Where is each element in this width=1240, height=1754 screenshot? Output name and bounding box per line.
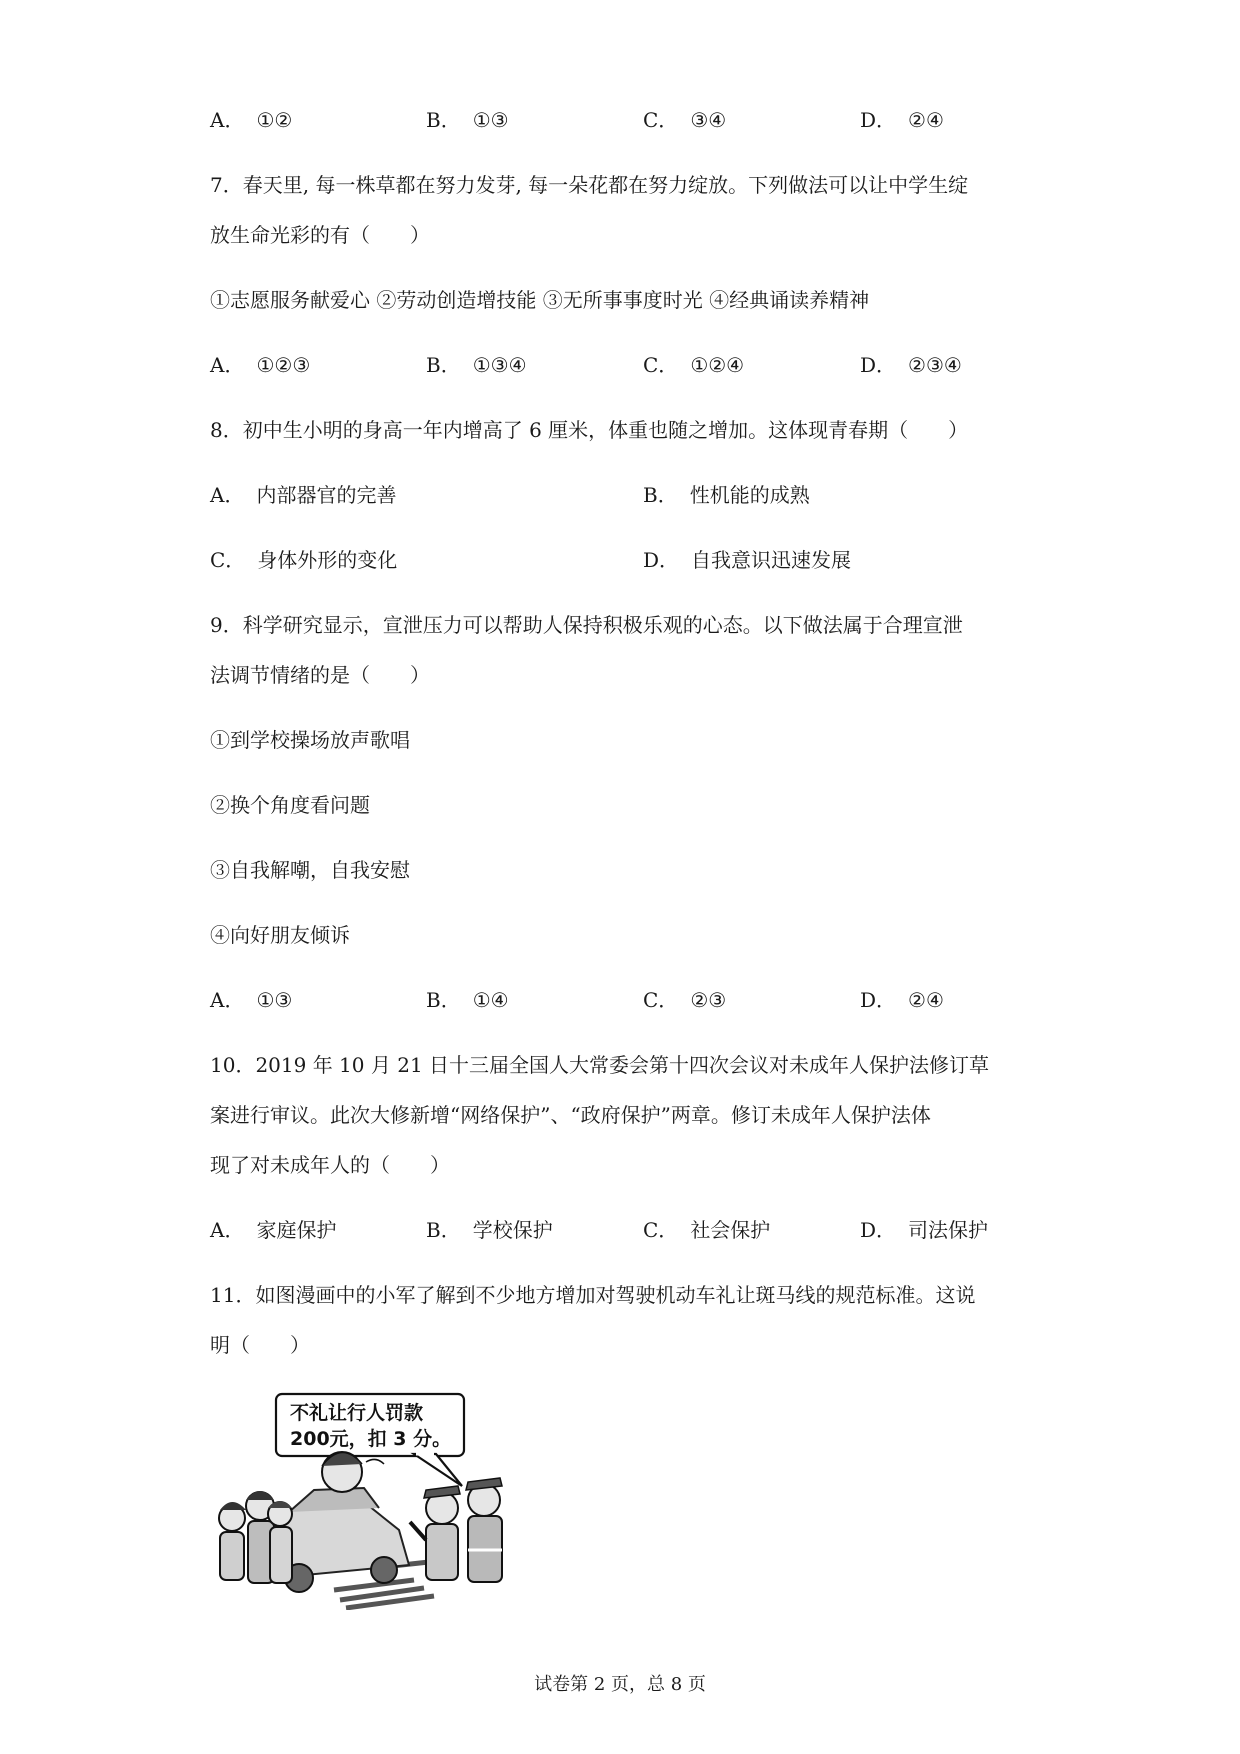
q10-option-a[interactable] [210,1220,336,1240]
option-label: C． [643,108,679,132]
bubble-line-2: 200元，扣 3 分。 [290,1428,452,1450]
option-text: ②④ [908,108,944,132]
option-label: D． [860,1218,897,1242]
q9-option-a[interactable] [210,990,292,1010]
option-text: ①②③ [256,353,311,377]
option-label: A． [210,353,245,377]
option-text: ②③ [690,988,727,1012]
option-label: A． [210,108,245,132]
option-text: 学校保护 [472,1218,553,1242]
q7-option-b[interactable] [426,355,527,375]
q6-option-c[interactable] [643,110,726,130]
option-text: 家庭保护 [256,1218,337,1242]
q9-statement-1: ①到学校操场放声歌唱 [210,728,410,752]
q8-option-a[interactable] [210,485,396,505]
q9-option-b[interactable] [426,990,509,1010]
q9-statement-4: ④向好朋友倾诉 [210,923,350,947]
speech-bubble [276,1394,464,1486]
option-text: 内部器官的完善 [256,483,397,507]
option-label: B． [426,988,461,1012]
option-text: ①②④ [690,353,745,377]
option-label: A． [210,988,245,1012]
pedestrians [219,1491,292,1583]
q10-option-d[interactable] [860,1220,988,1240]
driver-figure [322,1452,384,1492]
q10-option-b[interactable] [426,1220,553,1240]
option-text: ②④ [908,988,944,1012]
q6-option-a[interactable] [210,110,292,130]
q9-stem-line1: 9．科学研究显示，宣泄压力可以帮助人保持积极乐观的心态。以下做法属于合理宣泄 [210,613,963,637]
q11-stem-line1: 11．如图漫画中的小军了解到不少地方增加对驾驶机动车礼让斑马线的规范标准。这说 [210,1283,976,1307]
q7-stem-line1: 7．春天里, 每一株草都在努力发芽, 每一朵花都在努力绽放。下列做法可以让中学生绽 [210,173,969,197]
option-text: 司法保护 [908,1218,989,1242]
q8-option-b[interactable] [643,485,810,505]
option-text: ①③④ [472,353,527,377]
q6-option-d[interactable] [860,110,944,130]
option-label: D． [860,353,897,377]
option-label: B． [643,483,678,507]
q6-option-b[interactable] [426,110,509,130]
q8-option-d[interactable] [643,550,851,570]
option-label: A． [210,483,245,507]
option-text: ①② [256,108,293,132]
q9-stem-line2: 法调节情绪的是（ ） [210,663,430,687]
option-text: 社会保护 [690,1218,771,1242]
q8-option-c[interactable] [210,550,397,570]
option-label: C． [643,1218,679,1242]
q10-stem-line3: 现了对未成年人的（ ） [210,1153,450,1177]
q9-statement-3: ③自我解嘲，自我安慰 [210,858,410,882]
option-text: ②③④ [908,353,962,377]
q8-stem: 8．初中生小明的身高一年内增高了 6 厘米，体重也随之增加。这体现青春期（ ） [210,418,969,442]
option-label: B． [426,108,461,132]
option-label: C． [210,548,246,572]
option-label: A． [210,1218,245,1242]
option-text: 自我意识迅速发展 [691,548,852,572]
q7-stem-line2: 放生命光彩的有（ ） [210,223,430,247]
option-label: C． [643,353,679,377]
q9-statement-2: ②换个角度看问题 [210,793,370,817]
option-label: B． [426,1218,461,1242]
option-text: ①③ [472,108,509,132]
q11-stem-line2: 明（ ） [210,1333,310,1357]
page-footer: 试卷第 2 页，总 8 页 [534,1674,706,1695]
q7-statements: ①志愿服务献爱心 ②劳动创造增技能 ③无所事事度时光 ④经典诵读养精神 [210,288,870,312]
q7-option-a[interactable] [210,355,310,375]
police-officers [410,1478,502,1582]
q7-option-d[interactable] [860,355,962,375]
q10-stem-line1: 10．2019 年 10 月 21 日十三届全国人大常委会第十四次会议对未成年人保护法修订草 [210,1053,990,1077]
q10-option-c[interactable] [643,1220,770,1240]
option-text: ①④ [472,988,509,1012]
q10-stem-line2: 案进行审议。此次大修新增“网络保护”、“政府保护”两章。修订未成年人保护法体 [210,1103,931,1127]
bubble-line-1: 不礼让行人罚款 [290,1402,424,1424]
q7-option-c[interactable] [643,355,744,375]
option-label: C． [643,988,679,1012]
q9-option-d[interactable] [860,990,944,1010]
option-label: D． [860,108,897,132]
option-text: 身体外形的变化 [257,548,398,572]
option-label: B． [426,353,461,377]
option-text: ①③ [256,988,293,1012]
option-text: ③④ [690,108,727,132]
traffic-comic-illustration [214,1390,544,1610]
q9-option-c[interactable] [643,990,726,1010]
option-text: 性机能的成熟 [689,483,810,507]
option-label: D． [643,548,680,572]
option-label: D． [860,988,897,1012]
